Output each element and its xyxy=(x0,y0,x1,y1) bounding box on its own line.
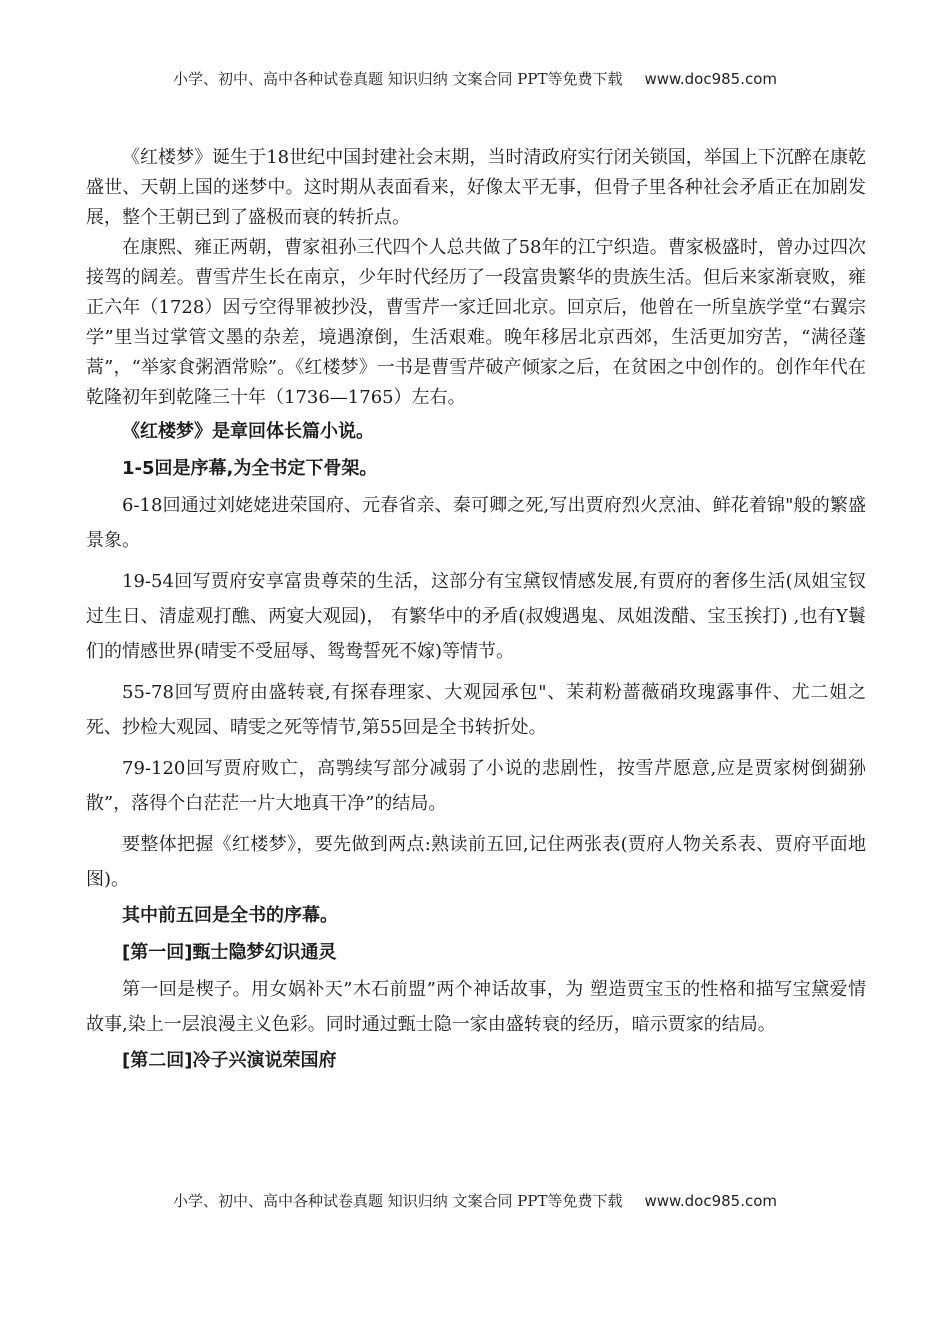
header-text: 小学、初中、高中各种试卷真题 知识归纳 文案合同 PPT等免费下载 xyxy=(172,70,623,88)
paragraph-chapters-55-78: 55-78回写贾府由盛转衰,有探春理家、大观园承包"、茉莉粉蔷薇硝玫瑰露事件、尤二姐之死、抄检大观园、晴雯之死等情节,第55回是全书转折处。 xyxy=(86,682,866,738)
header-site-link[interactable]: www.doc985.com xyxy=(644,70,778,88)
footer-text: 小学、初中、高中各种试卷真题 知识归纳 文案合同 PPT等免费下载 xyxy=(172,1192,623,1210)
heading-chapter-two: [第二回]冷子兴演说荣国府 xyxy=(122,1050,337,1071)
heading-first-five-chapters: 其中前五回是全书的序幕。 xyxy=(122,905,338,926)
paragraph-chapters-79-120: 79-120回写贾府败亡，高鹗续写部分减弱了小说的悲剧性，按雪芹愿意,应是贾家树倒猢狲散”，落得个白茫茫一片大地真干净”的结局。 xyxy=(86,758,866,814)
heading-chapters-1-5: 1-5回是序幕,为全书定下骨架。 xyxy=(122,458,378,479)
paragraph-author-life: 在康熙、雍正两朝，曹家祖孙三代四个人总共做了58年的江宁织造。曹家极盛时，曾办过四次接驾的阔差。曹雪芹生长在南京，少年时代经历了一段富贵繁华的贵族生活。但后来家渐衰败，雍正六年（1728）因亏空得罪被抄没，曹雪芹一家迁回北京。回京后，他曾在一所皇族学堂“右翼宗学”里当过掌管文墨的杂差，境遇潦倒，生活艰难。晚年移居北京西郊，生活更加穷苦，“满径蓬蒿”，“举家食粥酒常赊”。《红楼梦》一书是曹雪芹破产倾家之后，在贫困之中创作的。创作年代在乾隆初年到乾隆三十年（1736—1765）左右。 xyxy=(86,237,866,408)
page-header xyxy=(0,69,950,89)
paragraph-chapters-6-18: 6-18回通过刘姥姥进荣国府、元春省亲、秦可卿之死,写出贾府烈火烹油、鲜花着锦"般的繁盛景象。 xyxy=(86,495,866,551)
heading-chapter-one: [第一回]甄士隐梦幻识通灵 xyxy=(122,942,337,963)
page-footer xyxy=(0,1191,950,1211)
paragraph-background: 《红楼梦》诞生于18世纪中国封建社会末期，当时清政府实行闭关锁国，举国上下沉醉在康乾盛世、天朝上国的迷梦中。这时期从表面看来，好像太平无事，但骨子里各种社会矛盾正在加剧发展，整个王朝已到了盛极而衰的转折点。 xyxy=(86,147,866,228)
paragraph-overall-grasp: 要整体把握《红楼梦》，要先做到两点:熟读前五回,记住两张表(贾府人物关系表、贾府平面地图)。 xyxy=(86,834,866,890)
footer-site-link[interactable]: www.doc985.com xyxy=(644,1192,778,1210)
paragraph-chapter-one: 第一回是楔子。用女娲补天”木石前盟”两个神话故事，为 塑造贾宝玉的性格和描写宝黛爱情故事,染上一层浪漫主义色彩。同时通过甄士隐一家由盛转衰的经历，暗示贾家的结局。 xyxy=(86,979,866,1035)
document-body xyxy=(86,143,866,1080)
paragraph-chapters-19-54: 19-54回写贾府安享富贵尊荣的生活，这部分有宝黛钗情感发展,有贾府的奢侈生活(凤姐宝钗过生日、清虚观打醮、两宴大观园)， 有繁华中的矛盾(叔嫂遇鬼、凤姐泼醋、宝玉挨打) ,也有Y鬟们的情感世界(晴雯不受屈辱、鸳鸯誓死不嫁)等情节。 xyxy=(86,571,866,662)
heading-novel-form: 《红楼梦》是章回体长篇小说。 xyxy=(122,421,374,442)
